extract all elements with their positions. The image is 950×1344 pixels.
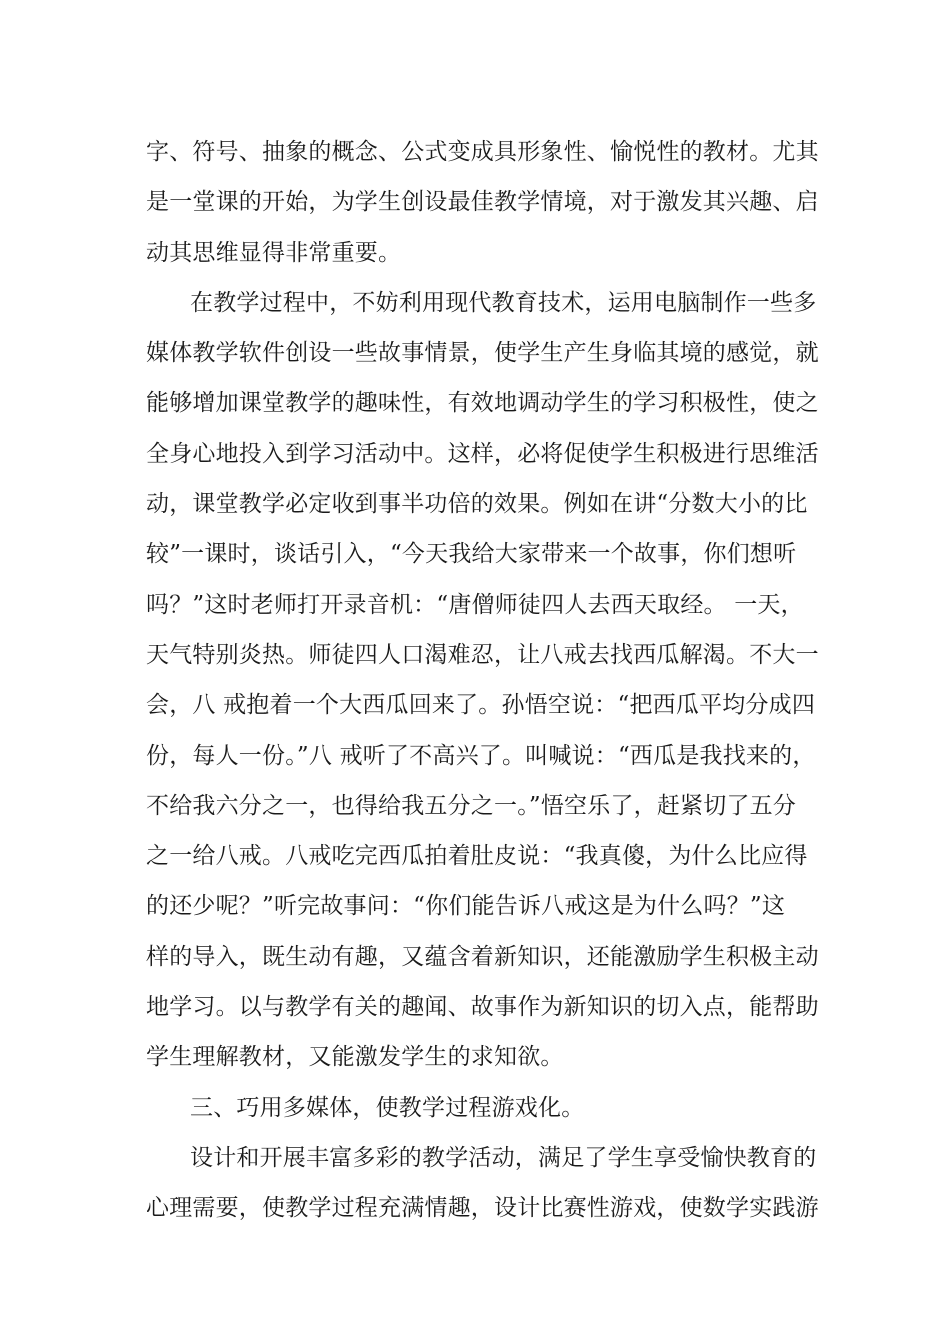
- text-line: 吗？”这时老师打开录音机：“唐僧师徒四人去西天取经。 一天，: [146, 591, 804, 618]
- text-line: 全身心地投入到学习活动中。这样，必将促使学生积极进行思维活: [146, 440, 819, 467]
- text-line: 学生理解教材，又能激发学生的求知欲。: [146, 1044, 564, 1071]
- text-line: 媒体教学软件创设一些故事情景，使学生产生身临其境的感觉，就: [146, 340, 819, 367]
- text-line: 较”一课时，谈话引入，“今天我给大家带来一个故事，你们想听: [146, 541, 797, 568]
- text-line: 地学习。以与教学有关的趣闻、故事作为新知识的切入点，能帮助: [146, 994, 819, 1021]
- text-line: 份，每人一份。”八 戒听了不高兴了。叫喊说：“西瓜是我找来的，: [146, 742, 816, 769]
- text-line: 心理需要，使教学过程充满情趣，设计比赛性游戏，使数学实践游: [146, 1195, 819, 1222]
- text-line: 之一给八戒。八戒吃完西瓜拍着肚皮说：“我真傻，为什么比应得: [146, 843, 808, 870]
- text-line: 不给我六分之一，也得给我五分之一。”悟空乐了，赶紧切了五分: [146, 792, 797, 819]
- text-line: 动，课堂教学必定收到事半功倍的效果。例如在讲“分数大小的比: [146, 491, 808, 518]
- paragraph-start-line: 设计和开展丰富多彩的教学活动，满足了学生享受愉快教育的: [190, 1144, 817, 1171]
- text-line: 是一堂课的开始，为学生创设最佳教学情境，对于激发其兴趣、启: [146, 189, 819, 216]
- paragraph-start-line: 在教学过程中，不妨利用现代教育技术，运用电脑制作一些多: [190, 289, 817, 316]
- text-line: 字、符号、抽象的概念、公式变成具形象性、愉悦性的教材。尤其: [146, 139, 819, 165]
- text-line: 会，八 戒抱着一个大西瓜回来了。孙悟空说：“把西瓜平均分成四: [146, 692, 816, 719]
- text-line: 样的导入，既生动有趣，又蕴含着新知识，还能激励学生积极主动: [146, 943, 819, 970]
- text-line: 能够增加课堂教学的趣味性，有效地调动学生的学习积极性，使之: [146, 390, 819, 417]
- text-line: 动其思维显得非常重要。: [146, 239, 402, 266]
- text-line: 天气特别炎热。师徒四人口渴难忍，让八戒去找西瓜解渴。不大一: [146, 641, 819, 668]
- section-heading: 三、巧用多媒体，使教学过程游戏化。: [190, 1094, 585, 1121]
- body-text: [146, 127, 826, 1234]
- text-line: 的还少呢？”听完故事问：“你们能告诉八戒这是为什么吗？”这: [146, 893, 786, 920]
